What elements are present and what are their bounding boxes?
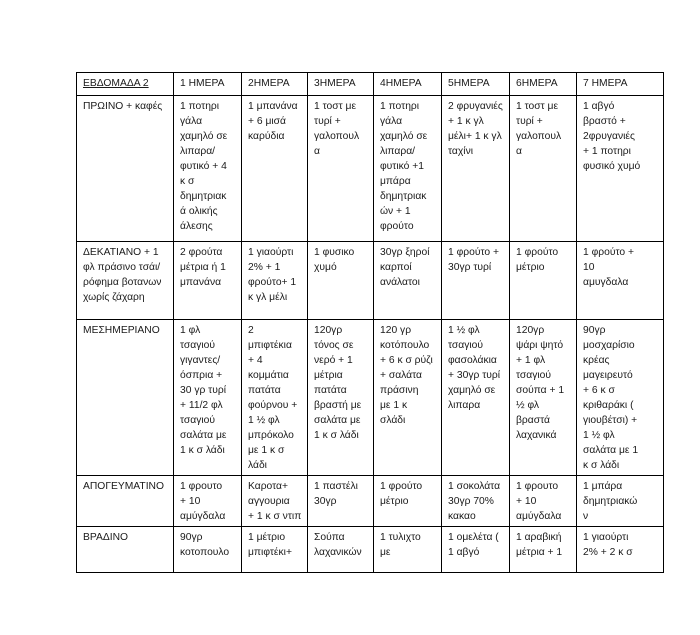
- meal-label: ΔΕΚΑΤΙΑΝΟ + 1 φλ πράσινο τσάι/ ρόφημα βοτανων χωρίς ζάχαρη: [77, 242, 174, 320]
- meal-cell: 1 φρουτο + 10 αμύγδαλα: [510, 476, 577, 527]
- meal-cell: 1 φλ τσαγιού γιγαντες/ όσπρια + 30 γρ τυρί + 11/2 φλ τσαγιού σαλάτα με 1 κ σ λάδι: [174, 320, 242, 476]
- table-row-breakfast: [77, 96, 664, 242]
- meal-cell: 1 τυλιχτο με: [374, 527, 442, 573]
- meal-cell: 1 παστέλι 30γρ: [308, 476, 374, 527]
- meal-cell: 1 φρούτο + 10 αμυγδαλα: [577, 242, 664, 320]
- day-header: 2ΗΜΕΡΑ: [242, 73, 308, 96]
- meal-cell: 1 ποτηρι γάλα χαμηλό σε λιπαρα/ φυτικό + 4 κ σ δημητριακ ά ολικής άλεσης: [174, 96, 242, 242]
- meal-cell: 120γρ τόνος σε νερό + 1 μέτρια πατάτα βραστή με σαλάτα με 1 κ σ λάδι: [308, 320, 374, 476]
- meal-cell: 1 ποτηρι γάλα χαμηλό σε λιπαρα/ φυτικό +1 μπάρα δημητριακ ών + 1 φρούτο: [374, 96, 442, 242]
- meal-cell: 1 γιαούρτι 2% + 1 φρούτο+ 1 κ γλ μέλι: [242, 242, 308, 320]
- meal-cell: 1 φρούτο μέτριο: [374, 476, 442, 527]
- meal-cell: 1 μπάρα δημητριακώ ν: [577, 476, 664, 527]
- meal-cell: 1 γιαούρτι 2% + 2 κ σ: [577, 527, 664, 573]
- meal-cell: Σούπα λαχανικών: [308, 527, 374, 573]
- meal-cell: Καροτα+ αγγουρια + 1 κ σ ντιπ: [242, 476, 308, 527]
- meal-label: ΜΕΣΗΜΕΡΙΑΝΟ: [77, 320, 174, 476]
- meal-cell: 2 φρούτα μέτρια ή 1 μπανάνα: [174, 242, 242, 320]
- meal-cell: 1 φρούτο μέτριο: [510, 242, 577, 320]
- table-row-snack-afternoon: [77, 476, 664, 527]
- meal-cell: 1 ½ φλ τσαγιού φασολάκια + 30γρ τυρί χαμηλό σε λιπαρα: [442, 320, 510, 476]
- meal-cell: 1 τοστ με τυρί + γαλοπουλ α: [510, 96, 577, 242]
- meal-cell: 1 σοκολάτα 30γρ 70% κακαο: [442, 476, 510, 527]
- meal-label: ΒΡΑΔΙΝΟ: [77, 527, 174, 573]
- meal-cell: 1 αραβική μέτρια + 1: [510, 527, 577, 573]
- day-header: 4ΗΜΕΡΑ: [374, 73, 442, 96]
- meal-cell: 1 φρουτο + 10 αμύγδαλα: [174, 476, 242, 527]
- meal-cell: 1 μπανάνα + 6 μισά καρύδια: [242, 96, 308, 242]
- meal-cell: 2 μπιφτέκια + 4 κομμάτια πατάτα φούρνου + 1 ½ φλ μπρόκολο με 1 κ σ λάδι: [242, 320, 308, 476]
- day-header: 3ΗΜΕΡΑ: [308, 73, 374, 96]
- meal-cell: 30γρ ξηροί καρποί ανάλατοι: [374, 242, 442, 320]
- meal-cell: 1 τοστ με τυρί + γαλοπουλ α: [308, 96, 374, 242]
- week-label: ΕΒΔΟΜΑΔΑ 2: [77, 73, 174, 96]
- header-row: [77, 73, 664, 96]
- meal-cell: 120γρ ψάρι ψητό + 1 φλ τσαγιού σούπα + 1 ½ φλ βραστά λαχανικά: [510, 320, 577, 476]
- meal-cell: 1 φρούτο + 30γρ τυρί: [442, 242, 510, 320]
- meal-plan-table: [76, 72, 664, 573]
- meal-cell: 2 φρυγανιές + 1 κ γλ μέλι+ 1 κ γλ ταχίνι: [442, 96, 510, 242]
- day-header: 1 ΗΜΕΡΑ: [174, 73, 242, 96]
- meal-cell: 1 αβγό βραστό + 2φρυγανιές + 1 ποτηρι φυσικό χυμό: [577, 96, 664, 242]
- meal-cell: 90γρ κοτοπουλο: [174, 527, 242, 573]
- table-row-dinner: [77, 527, 664, 573]
- meal-label: ΠΡΩΙΝΟ + καφές: [77, 96, 174, 242]
- meal-label: ΑΠΟΓΕΥΜΑΤΙΝΟ: [77, 476, 174, 527]
- meal-cell: 120 γρ κοτόπουλο + 6 κ σ ρύζι + σαλάτα πράσινη με 1 κ σλάδι: [374, 320, 442, 476]
- table-row-snack-morning: [77, 242, 664, 320]
- table-row-lunch: [77, 320, 664, 476]
- day-header: 5ΗΜΕΡΑ: [442, 73, 510, 96]
- meal-cell: 90γρ μοσχαρίσιο κρέας μαγειρευτό + 6 κ σ κριθαράκι ( γιουβέτσι) + 1 ½ φλ σαλάτα με 1 κ σ λάδι: [577, 320, 664, 476]
- day-header: 7 ΗΜΕΡΑ: [577, 73, 664, 96]
- meal-cell: 1 μέτριο μπιφτέκι+: [242, 527, 308, 573]
- day-header: 6ΗΜΕΡΑ: [510, 73, 577, 96]
- meal-cell: 1 ομελέτα ( 1 αβγό: [442, 527, 510, 573]
- meal-cell: 1 φυσικο χυμό: [308, 242, 374, 320]
